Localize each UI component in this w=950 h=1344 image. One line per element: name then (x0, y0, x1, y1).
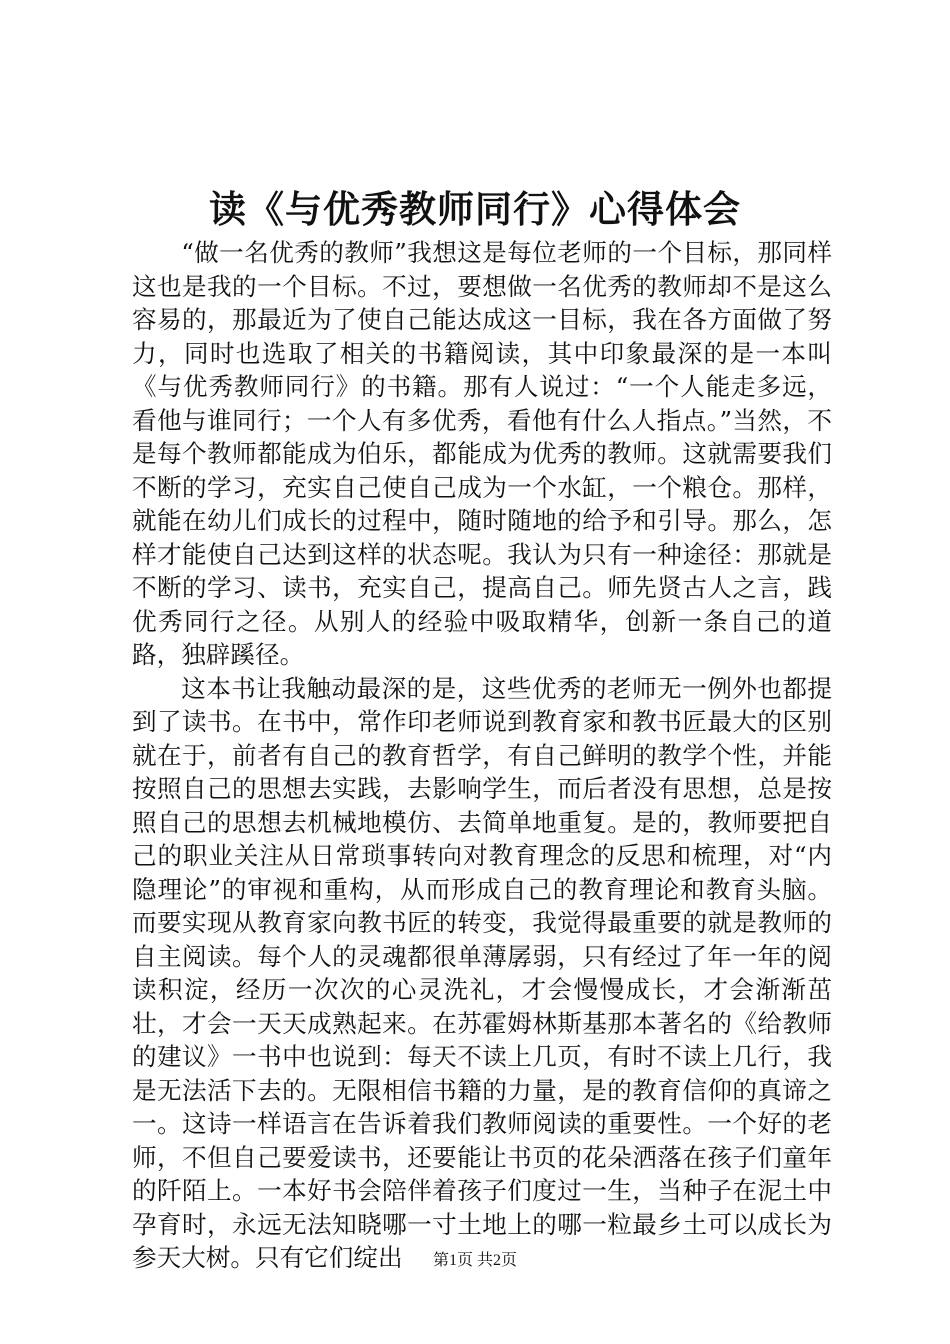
paragraph-2: 这本书让我触动最深的是，这些优秀的老师无一例外也都提到了读书。在书中，常作印老师说到教育家和教书匠最大的区别就在于，前者有自己的教育哲学，有自己鲜明的教学个性，并能按照自己的思想去实践，去影响学生，而后者没有思想，总是按照自己的思想去机械地模仿、去简单地重复。是的，教师要把自己的职业关注从日常琐事转向对教育理念的反思和梳理，对“内隐理论”的审视和重构，从而形成自己的教育理论和教育头脑。而要实现从教育家向教书匠的转变，我觉得最重要的就是教师的自主阅读。每个人的灵魂都很单薄孱弱，只有经过了年一年的阅读积淀，经历一次次的心灵洗礼，才会慢慢成长，才会渐渐茁壮，才会一天天成熟起来。在苏霍姆林斯基那本著名的《给教师的建议》一书中也说到：每天不读上几页，有时不读上几行，我是无法活下去的。无限相信书籍的力量，是的教育信仰的真谛之一。这诗一样语言在告诉着我们教师阅读的重要性。一个好的老师，不但自己要爱读书，还要能让书页的花朵洒落在孩子们童年的阡陌上。一本好书会陪伴着孩子们度过一生，当种子在泥土中孕育时，永远无法知晓哪一寸土地上的哪一粒最乡土可以成长为参天大树。只有它们绽出 (132, 673, 832, 1272)
page-footer: 第1页 共2页 (432, 1252, 517, 1269)
document-body (132, 236, 832, 1275)
document-title: 读《与优秀教师同行》心得体会 (209, 188, 741, 231)
paragraph-1: “做一名优秀的教师”我想这是每位老师的一个目标，那同样这也是我的一个目标。不过，要想做一名优秀的教师却不是这么容易的，那最近为了使自己能达成这一目标，我在各方面做了努力，同时也选取了相关的书籍阅读，其中印象最深的是一本叫《与优秀教师同行》的书籍。那有人说过：“一个人能走多远，看他与谁同行；一个人有多优秀，看他有什么人指点。”当然，不是每个教师都能成为伯乐，都能成为优秀的教师。这就需要我们不断的学习，充实自己使自己成为一个水缸，一个粮仓。那样，就能在幼儿们成长的过程中，随时随地的给予和引导。那么，怎样才能使自己达到这样的状态呢。我认为只有一种途径：那就是不断的学习、读书，充实自己，提高自己。师先贤古人之言，践优秀同行之径。从别人的经验中吸取精华，创新一条自己的道路，独辟蹊径。 (132, 238, 832, 669)
